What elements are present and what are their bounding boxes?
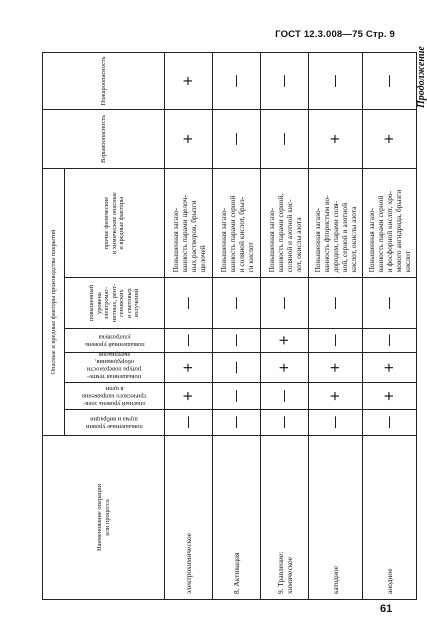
column-header-ultrasound: повышенный уровень ультразвука (65, 328, 165, 352)
fire-cell: — (213, 53, 261, 110)
ultrasound-cell: + (261, 328, 309, 352)
temperature-cell: + (309, 352, 363, 383)
column-header-em: повышенный уровень электромаг- нитных, рент- геновских и световых излучений (65, 278, 165, 328)
noise-cell: — (363, 409, 417, 435)
em-cell: — (261, 278, 309, 328)
em-cell: — (363, 278, 417, 328)
fire-cell: + (165, 53, 213, 110)
noise-cell: — (165, 409, 213, 435)
explosion-cell: — (261, 109, 309, 168)
temperature-cell: — (213, 352, 261, 383)
table-row (261, 53, 309, 600)
temperature-cell: + (165, 352, 213, 383)
voltage-cell: + (363, 383, 417, 409)
other-factors-cell: Повышенная загазо- ванность парами щелоч- ных растворов, брызги щелочей (165, 168, 213, 277)
explosion-cell: + (165, 109, 213, 168)
fire-cell: — (363, 53, 417, 110)
table-row (165, 53, 213, 600)
column-header-operation: Наименование операции или процесса (43, 435, 165, 599)
explosion-cell: — (213, 109, 261, 168)
operation-cell: 8. Активация (213, 435, 261, 599)
column-group-header: Опасные и вредные факторы производства покрытий (43, 168, 65, 435)
page-number: 61 (380, 603, 393, 615)
operation-cell: катодное (309, 435, 363, 599)
explosion-cell: + (309, 109, 363, 168)
noise-cell: — (309, 409, 363, 435)
voltage-cell: — (213, 383, 261, 409)
table-row (213, 53, 261, 600)
column-header-noise: повышенные уровни шума и вибрации (65, 409, 165, 435)
em-cell: — (309, 278, 363, 328)
operation-cell: электрохимическое (165, 435, 213, 599)
fire-cell: — (261, 53, 309, 110)
continuation-label: Продолжение (416, 46, 427, 108)
ultrasound-cell: — (213, 328, 261, 352)
column-header-other: прочие физические и химические опасные и вредные факторы (65, 168, 165, 277)
fire-cell: — (309, 53, 363, 110)
ultrasound-cell: — (165, 328, 213, 352)
operation-cell: анодное (363, 435, 417, 599)
explosion-cell: + (363, 109, 417, 168)
noise-cell: — (261, 409, 309, 435)
noise-cell: — (213, 409, 261, 435)
ultrasound-cell: — (309, 328, 363, 352)
em-cell: — (213, 278, 261, 328)
other-factors-cell: Повышенная загазо- ванность парами серной и фосфорной кислот, хро- мового ангидрида, брызги кислот (363, 168, 417, 277)
column-header-explosion: Взрывоопасность (43, 109, 165, 168)
column-header-temperature: повышенная темпе- ратура поверхности оборудования, материалов (65, 352, 165, 383)
rotated-table-wrapper (42, 52, 412, 600)
voltage-cell: — (261, 383, 309, 409)
operation-cell: 9. Травление: химическое (261, 435, 309, 599)
other-factors-cell: Повышенная загазо- ванность парами серной, соляной и азотной кис- лот, окислы азота (261, 168, 309, 277)
column-header-fire: Пожароопасность (43, 53, 165, 110)
em-cell: — (165, 278, 213, 328)
other-factors-cell: Повышенная загазо- ванность фтористым во- дородом, парами соля- ной, серной и азотной кислот, окислы азота (309, 168, 363, 277)
column-header-voltage: опасный уровень элек- трического напряжения в цепи (65, 383, 165, 409)
temperature-cell: + (363, 352, 417, 383)
page-header: ГОСТ 12.3.008—75 Стр. 9 (275, 29, 395, 40)
other-factors-cell: Повышенная загазо- ванность парами серной и соляной кислот, брыз- ги кислот (213, 168, 261, 277)
table-row (363, 53, 417, 600)
hazards-table (42, 52, 417, 600)
temperature-cell: + (261, 352, 309, 383)
voltage-cell: + (165, 383, 213, 409)
table-row (309, 53, 363, 600)
voltage-cell: + (309, 383, 363, 409)
ultrasound-cell: — (363, 328, 417, 352)
